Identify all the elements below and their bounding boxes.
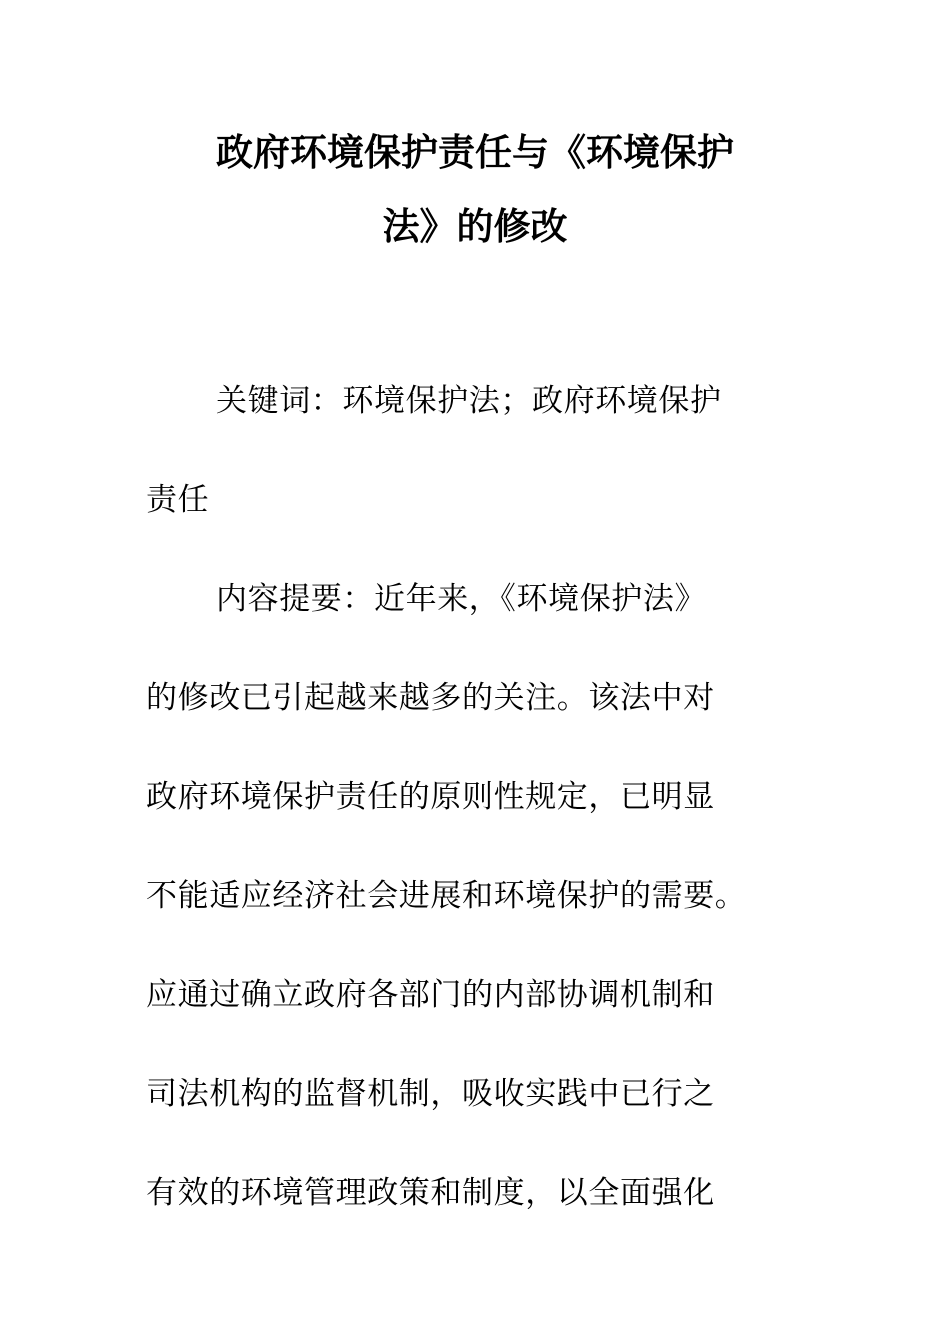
keywords-line-2: 责任 xyxy=(146,482,210,518)
abstract-line-3: 政府环境保护责任的原则性规定，已明显 xyxy=(146,779,715,815)
keywords-line-1: 关键词：环境保护法；政府环境保护 xyxy=(216,383,722,419)
abstract-line-1: 内容提要：近年来，《环境保护法》 xyxy=(216,581,707,617)
abstract-line-2: 的修改已引起越来越多的关注。该法中对 xyxy=(146,680,715,716)
abstract-line-7: 有效的环境管理政策和制度，以全面强化 xyxy=(146,1175,715,1211)
document-title-line-1: 政府环境保护责任与《环境保护 xyxy=(216,131,734,174)
abstract-line-5: 应通过确立政府各部门的内部协调机制和 xyxy=(146,977,715,1013)
abstract-line-6: 司法机构的监督机制，吸收实践中已行之 xyxy=(146,1076,715,1112)
document-title-line-2: 法》的修改 xyxy=(382,205,568,248)
abstract-line-4: 不能适应经济社会进展和环境保护的需要。 xyxy=(146,878,747,914)
